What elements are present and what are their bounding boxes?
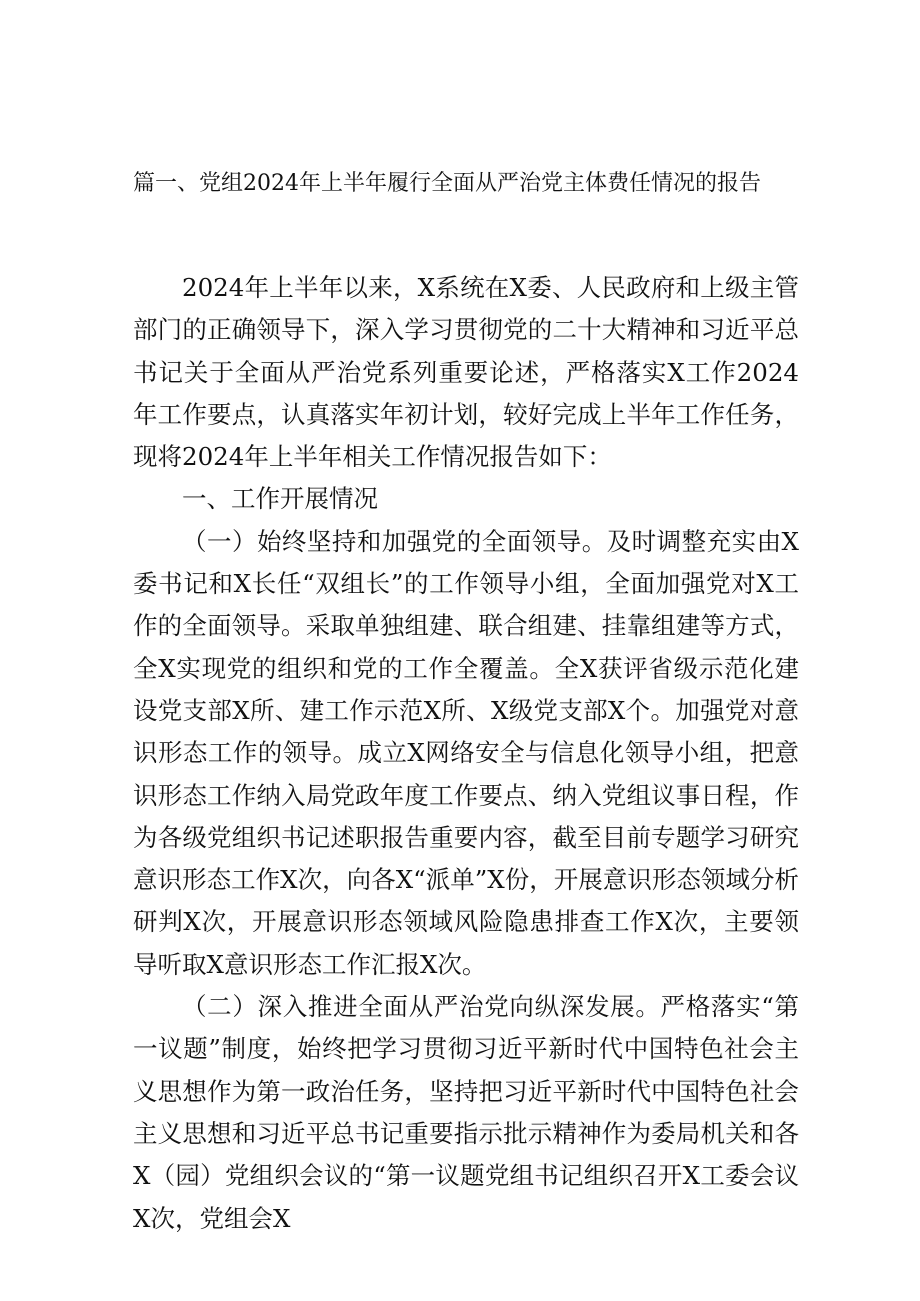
section-heading: 一、工作开展情况 [182,484,378,514]
paragraph-2-lead: （二）深入推进全面从严治党向纵深发展。 [182,992,661,1022]
paragraph-1 [133,521,799,986]
document-body [133,267,799,1240]
document-title: 篇一、党组2024年上半年履行全面从严治党主体费任情况的报告 [133,171,761,196]
paragraph-2 [133,986,799,1240]
paragraph-1-lead: （一）始终坚持和加强党的全面领导。 [182,526,607,556]
paragraph-1-body: 及时调整充实由X委书记和X长任“双组长”的工作领导小组，全面加强党对X工作的全面领导。采取单独组建、联合组建、挂靠组建等方式，全X实现党的组织和党的工作全覆盖。全X获评省级示范化建设党支部X所、建工作示范X所、X级党支部X个。加强党对意识形态工作的领导。成立X网络安全与信息化领导小组，把意识形态工作纳入局党政年度工作要点、纳入党组议事日程，作为各级党组织书记述职报告重要内容，截至目前专题学习研究意识形态工作X次，向各X“派单”X份，开展意识形态领域分析研判X次，开展意识形态领域风险隐患排查工作X次，主要领导听取X意识形态工作汇报X次。 [133,526,799,979]
paragraph-2-body: 严格落实“第一议题”制度，始终把学习贯彻习近平新时代中国特色社会主义思想作为第一政治任务，坚持把习近平新时代中国特色社会主义思想和习近平总书记重要指示批示精神作为委局机关和各X（园）党组织会议的“第一议题党组书记组织召开X工委会议X次，党组会X [133,992,800,1233]
intro-paragraph: 2024年上半年以来，X系统在X委、人民政府和上级主管部门的正确领导下，深入学习贯彻党的二十大精神和习近平总书记关于全面从严治党系列重要论述，严格落实X工作2024年工作要点，认真落实年初计划，较好完成上半年工作任务，现将2024年上半年相关工作情况报告如下： [133,273,799,472]
